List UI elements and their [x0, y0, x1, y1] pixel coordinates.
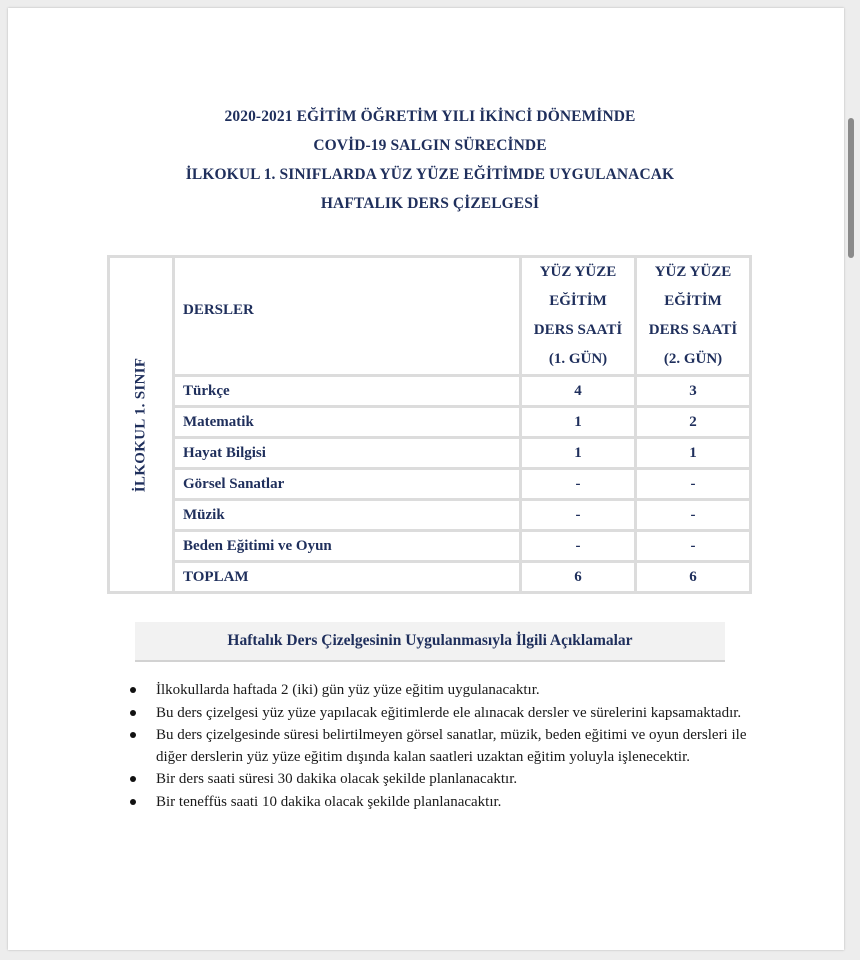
- table-row: [110, 532, 749, 560]
- table-header-row: [110, 258, 749, 374]
- day2-hours-cell: 1: [637, 439, 749, 467]
- day2-hours-cell: -: [637, 470, 749, 498]
- day1-header: [522, 258, 634, 374]
- day1-hours-cell: 6: [522, 563, 634, 591]
- day2-hours-cell: 6: [637, 563, 749, 591]
- day2-hours-cell: 2: [637, 408, 749, 436]
- subject-cell: Matematik: [175, 408, 519, 436]
- title-line: 2020-2021 EĞİTİM ÖĞRETİM YILI İKİNCİ DÖNEMİNDE: [224, 108, 636, 125]
- title-line: HAFTALIK DERS ÇİZELGESİ: [320, 195, 540, 212]
- note-text: Bu ders çizelgesi yüz yüze yapılacak eğitimlerde ele alınacak dersler ve sürelerini kapsamaktadır.: [156, 704, 742, 721]
- subject-cell: Beden Eğitimi ve Oyun: [175, 532, 519, 560]
- total-row: [110, 563, 749, 591]
- header-line: DERS SAATİ: [648, 322, 738, 338]
- header-line: EĞİTİM: [664, 293, 722, 309]
- list-item: [128, 792, 768, 814]
- header-line: YÜZ YÜZE: [654, 264, 732, 280]
- header-line: DERS SAATİ: [533, 322, 623, 338]
- table-row: [110, 501, 749, 529]
- list-item: [128, 703, 768, 725]
- subjects-header: DERSLER: [175, 258, 519, 374]
- grade-side-cell: [110, 258, 172, 591]
- day2-hours-cell: 3: [637, 377, 749, 405]
- table-row: [110, 439, 749, 467]
- note-text: İlkokullarda haftada 2 (iki) gün yüz yüze eğitim uygulanacaktır.: [156, 682, 540, 698]
- subject-cell: Türkçe: [175, 377, 519, 405]
- list-item: [128, 680, 768, 702]
- day2-hours-cell: -: [637, 532, 749, 560]
- header-line: (2. GÜN): [663, 351, 723, 367]
- note-text: Bir teneffüs saati 10 dakika olacak şekilde planlanacaktır.: [156, 793, 502, 810]
- header-line: YÜZ YÜZE: [539, 264, 617, 280]
- lesson-schedule-table: [107, 255, 752, 594]
- list-item: [128, 725, 768, 768]
- bullet-icon: [130, 710, 136, 716]
- day1-hours-cell: -: [522, 470, 634, 498]
- day1-hours-cell: 1: [522, 408, 634, 436]
- grade-label: İLKOKUL 1. SINIF: [132, 357, 149, 492]
- bullet-icon: [130, 799, 136, 805]
- day1-hours-cell: -: [522, 501, 634, 529]
- header-line: (1. GÜN): [548, 351, 608, 367]
- note-text: Bu ders çizelgesinde süresi belirtilmeyen görsel sanatlar, müzik, beden eğitimi ve oyun dersleri ile diğer derslerin yüz yüze eğitim dışında kalan saatleri uzaktan eğitim yoluyla işlenecektir.: [156, 727, 747, 765]
- table-row: [110, 408, 749, 436]
- bullet-icon: [130, 776, 136, 782]
- note-text: Bir ders saati süresi 30 dakika olacak şekilde planlanacaktır.: [156, 771, 518, 787]
- header-line: EĞİTİM: [549, 293, 607, 309]
- subject-cell: Müzik: [175, 501, 519, 529]
- bullet-icon: [130, 687, 136, 693]
- day1-hours-cell: 4: [522, 377, 634, 405]
- day1-hours-cell: 1: [522, 439, 634, 467]
- document-title: [0, 102, 860, 218]
- table-row: [110, 377, 749, 405]
- list-item: [128, 769, 768, 791]
- notes-list: [128, 680, 768, 814]
- title-line: İLKOKUL 1. SINIFLARDA YÜZ YÜZE EĞİTİMDE UYGULANACAK: [185, 166, 675, 183]
- subject-cell: Görsel Sanatlar: [175, 470, 519, 498]
- title-line: COVİD-19 SALGIN SÜRECİNDE: [313, 137, 547, 154]
- table-row: [110, 470, 749, 498]
- subject-cell: Hayat Bilgisi: [175, 439, 519, 467]
- bullet-icon: [130, 732, 136, 738]
- day2-hours-cell: -: [637, 501, 749, 529]
- day1-hours-cell: -: [522, 532, 634, 560]
- subject-cell: TOPLAM: [175, 563, 519, 591]
- notes-heading: Haftalık Ders Çizelgesinin Uygulanmasıyla İlgili Açıklamalar: [135, 622, 725, 662]
- day2-header: [637, 258, 749, 374]
